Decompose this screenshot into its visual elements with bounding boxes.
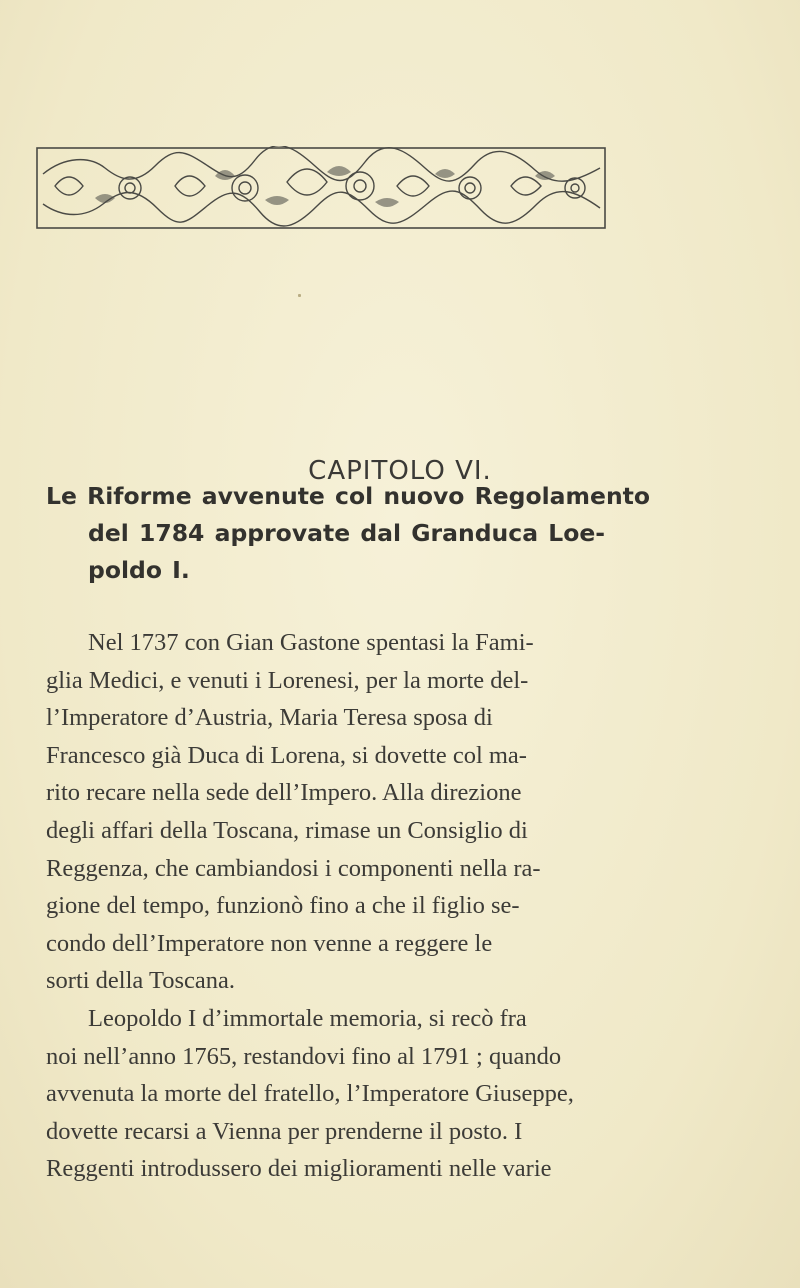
body-line: Nel 1737 con Gian Gastone spentasi la Fami- — [88, 629, 534, 656]
chapter-heading: CAPITOLO VI. — [308, 456, 492, 486]
body-line: dovette recarsi a Vienna per prenderne il posto. I — [46, 1117, 523, 1145]
body-line: gione del tempo, funzionò fino a che il figlio se- — [46, 892, 520, 920]
body-line: sorti della Toscana. — [46, 967, 236, 995]
body-line: degli affari della Toscana, rimase un Consiglio di — [46, 816, 528, 844]
subtitle-line: poldo I. — [88, 556, 190, 584]
body-line: Reggenti introdussero dei miglioramenti nelle varie — [46, 1155, 552, 1183]
body-line: Reggenza, che cambiandosi i componenti nella ra- — [46, 854, 541, 882]
paper-speck — [298, 294, 301, 297]
floral-headpiece-icon — [35, 146, 607, 230]
body-line: rito recare nella sede dell’Impero. Alla direzione — [46, 779, 522, 807]
body-line: Francesco già Duca di Lorena, si dovette col ma- — [46, 741, 527, 769]
body-line: glia Medici, e venuti i Lorenesi, per la morte del- — [46, 666, 529, 694]
body-line: Leopoldo I d’immortale memoria, si recò fra — [88, 1004, 527, 1032]
body-line: l’Imperatore d’Austria, Maria Teresa sposa di — [46, 704, 493, 732]
body-line: condo dell’Imperatore non venne a reggere le — [46, 929, 493, 957]
subtitle-line: del 1784 approvate dal Granduca Loe- — [88, 519, 606, 547]
body-line: avvenuta la morte del fratello, l’Imperatore Giuseppe, — [46, 1080, 574, 1108]
body-text — [46, 624, 756, 1188]
chapter-subtitle — [46, 478, 746, 589]
subtitle-line: Le Riforme avvenute col nuovo Regolamento — [46, 482, 651, 510]
body-line: noi nell’anno 1765, restandovi fino al 1791 ; quando — [46, 1042, 562, 1070]
